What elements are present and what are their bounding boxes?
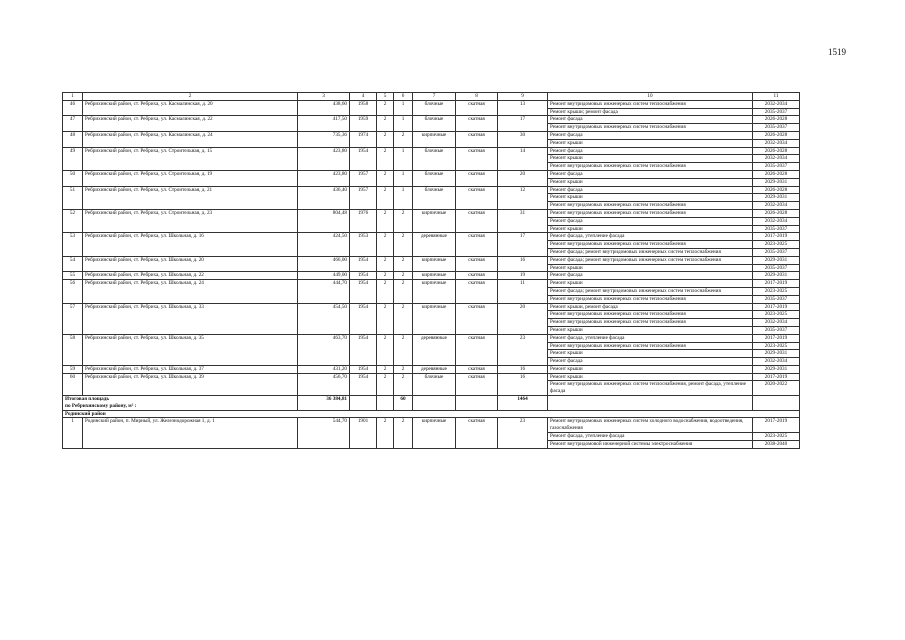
residents-cell: 23: [498, 418, 548, 448]
work-type-cell: Ремонт фасада; ремонт внутридомовых инженерных систем теплоснабжения: [548, 287, 753, 295]
work-type-cell: Ремонт фасада: [548, 116, 753, 124]
year-cell: 1958: [350, 100, 377, 116]
roof-type-cell: скатная: [456, 272, 498, 280]
residents-cell: 20: [498, 170, 548, 186]
residents-cell: 16: [498, 365, 548, 373]
address-cell: Ребрихинский район, ст. Ребриха, ул. Касмалинская, д. 24: [83, 131, 298, 147]
work-period-cell: 2035-2037: [753, 225, 800, 233]
entrances-cell: 1: [394, 186, 413, 209]
entrances-cell: 2: [394, 373, 413, 395]
roof-type-cell: скатная: [456, 147, 498, 170]
area-cell: 804,48: [298, 209, 350, 232]
floors-cell: 2: [377, 272, 394, 280]
address-cell: Ребрихинский район, ст. Ребриха, ул. Школьная, д. 37: [83, 365, 298, 373]
work-type-cell: Ремонт крыши: [548, 264, 753, 272]
work-period-cell: 2032-2034: [753, 358, 800, 366]
work-period-cell: 2032-2034: [753, 202, 800, 210]
residents-cell: 31: [498, 209, 548, 232]
entrances-cell: 1: [394, 100, 413, 116]
wall-material-cell: деревянные: [413, 365, 456, 373]
residents-cell: 23: [498, 334, 548, 365]
work-type-cell: Ремонт фасада: [548, 170, 753, 178]
year-cell: 1957: [350, 170, 377, 186]
residents-cell: 19: [498, 272, 548, 280]
work-type-cell: Ремонт крыши: [548, 225, 753, 233]
roof-type-cell: скатная: [456, 365, 498, 373]
header-cell: 7: [413, 93, 456, 101]
empty-cell: [456, 396, 498, 411]
address-cell: Ребрихинский район, ст. Ребриха, ул. Школьная, д. 22: [83, 272, 298, 280]
entrances-cell: 2: [394, 303, 413, 334]
work-period-cell: 2032-2034: [753, 319, 800, 327]
work-period-cell: 2029-2031: [753, 350, 800, 358]
table-row: [63, 280, 800, 288]
address-cell: Ребрихинский район, ст. Ребриха, ул. Школьная, д. 39: [83, 373, 298, 395]
work-type-cell: Ремонт крыши: [548, 194, 753, 202]
row-number: 1: [63, 418, 83, 448]
area-cell: 454,50: [298, 303, 350, 334]
work-period-cell: 2026-2028: [753, 186, 800, 194]
work-period-cell: 2026-2028: [753, 147, 800, 155]
entrances-cell: 1: [394, 116, 413, 132]
table-row: [63, 334, 800, 342]
wall-material-cell: кирпичные: [413, 209, 456, 232]
header-cell: 8: [456, 93, 498, 101]
work-period-cell: 2035-2037: [753, 326, 800, 334]
area-cell: 735,36: [298, 131, 350, 147]
header-cell: 1: [63, 93, 83, 101]
address-cell: Ребрихинский район, ст. Ребриха, ул. Школьная, д. 35: [83, 334, 298, 365]
work-period-cell: 2023-2025: [753, 287, 800, 295]
row-number: 60: [63, 373, 83, 395]
year-cell: 1953: [350, 233, 377, 256]
floors-cell: 2: [377, 209, 394, 232]
work-type-cell: Ремонт крыши: [548, 178, 753, 186]
row-number: 48: [63, 131, 83, 147]
work-period-cell: 2017-2019: [753, 233, 800, 241]
work-period-cell: 2020-2022: [753, 381, 800, 396]
table-row: [63, 186, 800, 194]
entrances-cell: 1: [394, 147, 413, 170]
row-number: 55: [63, 272, 83, 280]
work-type-cell: Ремонт фасада: [548, 217, 753, 225]
wall-material-cell: блочные: [413, 170, 456, 186]
roof-type-cell: скатная: [456, 209, 498, 232]
work-type-cell: Ремонт крыши; ремонт фасада: [548, 108, 753, 116]
roof-type-cell: скатная: [456, 233, 498, 256]
empty-cell: [548, 396, 753, 411]
address-cell: Ребрихинский район, ст. Ребриха, ул. Строительная, д. 15: [83, 147, 298, 170]
table-row: [63, 131, 800, 139]
floors-cell: 2: [377, 373, 394, 395]
header-cell: 5: [377, 93, 394, 101]
entrances-cell: 1: [394, 170, 413, 186]
table-row: [63, 272, 800, 280]
work-period-cell: 2035-2037: [753, 295, 800, 303]
floors-cell: 2: [377, 334, 394, 365]
work-period-cell: 2035-2037: [753, 163, 800, 171]
work-type-cell: Ремонт крыши: [548, 280, 753, 288]
row-number: 56: [63, 280, 83, 303]
table-row: [63, 147, 800, 155]
work-type-cell: Ремонт фасада: [548, 131, 753, 139]
section-title: Родинский район: [63, 410, 800, 418]
work-type-cell: Ремонт внутридомовых инженерных систем теплоснабжения: [548, 342, 753, 350]
work-type-cell: Ремонт внутридомовых инженерных систем теплоснабжения: [548, 311, 753, 319]
row-number: 59: [63, 365, 83, 373]
header-cell: 9: [498, 93, 548, 101]
work-type-cell: Ремонт внутридомовой инженерной системы электроснабжения: [548, 440, 753, 448]
header-cell: 6: [394, 93, 413, 101]
floors-cell: 2: [377, 280, 394, 303]
residents-cell: 13: [498, 100, 548, 116]
work-period-cell: 2017-2019: [753, 334, 800, 342]
work-period-cell: 2032-2034: [753, 155, 800, 163]
roof-type-cell: скатная: [456, 131, 498, 147]
entrances-cell: 2: [394, 365, 413, 373]
work-type-cell: Ремонт фасада, утепление фасада: [548, 433, 753, 441]
area-cell: 417,50: [298, 116, 350, 132]
area-cell: 431,20: [298, 365, 350, 373]
area-cell: 444,70: [298, 280, 350, 303]
work-period-cell: 2017-2019: [753, 418, 800, 433]
wall-material-cell: кирпичные: [413, 256, 456, 272]
roof-type-cell: скатная: [456, 303, 498, 334]
work-type-cell: Ремонт крыши: [548, 350, 753, 358]
work-period-cell: 2029-2031: [753, 256, 800, 264]
header-cell: 11: [753, 93, 800, 101]
residents-cell: 16: [498, 256, 548, 272]
row-number: 54: [63, 256, 83, 272]
work-period-cell: 2032-2034: [753, 217, 800, 225]
area-cell: 436,40: [298, 186, 350, 209]
floors-cell: 2: [377, 131, 394, 147]
work-type-cell: Ремонт крыши, ремонт фасада: [548, 303, 753, 311]
year-cell: 1954: [350, 303, 377, 334]
header-cell: 3: [298, 93, 350, 101]
work-type-cell: Ремонт внутридомовых инженерных систем холодного водоснабжения, водоотведения, газоснабжения: [548, 418, 753, 433]
work-type-cell: Ремонт крыши: [548, 365, 753, 373]
work-period-cell: 2023-2025: [753, 241, 800, 249]
work-period-cell: 2029-2031: [753, 365, 800, 373]
work-type-cell: Ремонт внутридомовых инженерных систем теплоснабжения: [548, 209, 753, 217]
row-number: 57: [63, 303, 83, 334]
residents-cell: 11: [498, 280, 548, 303]
work-period-cell: 2032-2034: [753, 139, 800, 147]
work-period-cell: 2026-2028: [753, 170, 800, 178]
entrances-cell: 2: [394, 272, 413, 280]
table-row: [63, 365, 800, 373]
work-type-cell: Ремонт внутридомовых инженерных систем теплоснабжения: [548, 100, 753, 108]
entrances-cell: 2: [394, 131, 413, 147]
work-period-cell: 2017-2019: [753, 303, 800, 311]
area-cell: 423,80: [298, 170, 350, 186]
row-number: 51: [63, 186, 83, 209]
work-period-cell: 2026-2028: [753, 116, 800, 124]
row-number: 52: [63, 209, 83, 232]
work-type-cell: Ремонт фасада; ремонт внутридомовых инженерных систем теплоснабжения: [548, 256, 753, 264]
residents-cell: 17: [498, 116, 548, 132]
row-number: 46: [63, 100, 83, 116]
empty-cell: [377, 396, 394, 411]
empty-cell: [753, 396, 800, 411]
work-period-cell: 2023-2025: [753, 311, 800, 319]
floors-cell: 2: [377, 116, 394, 132]
total-entrances: 60: [394, 396, 413, 411]
work-period-cell: 2023-2025: [753, 433, 800, 441]
work-type-cell: Ремонт фасада, утепление фасада: [548, 334, 753, 342]
work-period-cell: 2029-2031: [753, 194, 800, 202]
empty-cell: [413, 396, 456, 411]
floors-cell: 2: [377, 100, 394, 116]
year-cell: 1901: [350, 418, 377, 448]
address-cell: Ребрихинский район, ст. Ребриха, ул. Строительная, д. 19: [83, 170, 298, 186]
year-cell: 1954: [350, 334, 377, 365]
work-type-cell: Ремонт внутридомовых инженерных систем теплоснабжения: [548, 295, 753, 303]
residents-cell: 30: [498, 131, 548, 147]
work-type-cell: Ремонт фасада: [548, 147, 753, 155]
row-number: 50: [63, 170, 83, 186]
year-cell: 1954: [350, 365, 377, 373]
work-type-cell: Ремонт крыши: [548, 373, 753, 381]
year-cell: 1959: [350, 116, 377, 132]
work-type-cell: Ремонт внутридомовых инженерных систем теплоснабжения: [548, 319, 753, 327]
entrances-cell: 2: [394, 280, 413, 303]
table-row: [63, 373, 800, 381]
area-cell: 423,80: [298, 147, 350, 170]
address-cell: Ребрихинский район, ст. Ребриха, ул. Касмалинская, д. 20: [83, 100, 298, 116]
work-type-cell: Ремонт внутридомовых инженерных систем теплоснабжения: [548, 124, 753, 132]
total-residents: 1464: [498, 396, 548, 411]
residents-cell: 14: [498, 147, 548, 170]
roof-type-cell: скатная: [456, 116, 498, 132]
wall-material-cell: блочные: [413, 100, 456, 116]
row-number: 58: [63, 334, 83, 365]
floors-cell: 2: [377, 147, 394, 170]
floors-cell: 2: [377, 303, 394, 334]
address-cell: Ребрихинский район, ст. Ребриха, ул. Касмалинская, д. 22: [83, 116, 298, 132]
roof-type-cell: скатная: [456, 280, 498, 303]
work-period-cell: 2035-2037: [753, 124, 800, 132]
area-cell: 466,00: [298, 256, 350, 272]
registry-table: [62, 92, 800, 449]
work-period-cell: 2029-2031: [753, 178, 800, 186]
section-row: [63, 410, 800, 418]
work-type-cell: Ремонт крыши: [548, 155, 753, 163]
wall-material-cell: блочные: [413, 116, 456, 132]
floors-cell: 2: [377, 233, 394, 256]
work-period-cell: 2017-2019: [753, 280, 800, 288]
wall-material-cell: блочные: [413, 373, 456, 395]
work-type-cell: Ремонт крыши: [548, 139, 753, 147]
roof-type-cell: скатная: [456, 170, 498, 186]
work-type-cell: Ремонт крыши: [548, 326, 753, 334]
work-type-cell: Ремонт фасада, утепление фасада: [548, 233, 753, 241]
year-cell: 1954: [350, 373, 377, 395]
wall-material-cell: деревянные: [413, 233, 456, 256]
area-cell: 456,70: [298, 373, 350, 395]
area-cell: 424,50: [298, 233, 350, 256]
work-type-cell: Ремонт внутридомовых инженерных систем теплоснабжения: [548, 163, 753, 171]
area-cell: 438,60: [298, 100, 350, 116]
year-cell: 1954: [350, 256, 377, 272]
floors-cell: 2: [377, 186, 394, 209]
address-cell: Ребрихинский район, ст. Ребриха, ул. Школьная, д. 33: [83, 303, 298, 334]
work-type-cell: Ремонт фасада: [548, 186, 753, 194]
residents-cell: 20: [498, 303, 548, 334]
table-row: [63, 170, 800, 178]
address-cell: Ребрихинский район, ст. Ребриха, ул. Школьная, д. 20: [83, 256, 298, 272]
empty-cell: [350, 396, 377, 411]
floors-cell: 2: [377, 418, 394, 448]
entrances-cell: 2: [394, 233, 413, 256]
work-type-cell: Ремонт фасада: [548, 272, 753, 280]
wall-material-cell: деревянные: [413, 334, 456, 365]
address-cell: Ребрихинский район, ст. Ребриха, ул. Школьная, д. 24: [83, 280, 298, 303]
total-label-line2: по Ребрихинскому району, м² :: [65, 402, 137, 409]
address-cell: Ребрихинский район, ст. Ребриха, ул. Строительная, д. 21: [83, 186, 298, 209]
work-period-cell: 2038-2040: [753, 440, 800, 448]
year-cell: 1954: [350, 280, 377, 303]
wall-material-cell: кирпичные: [413, 418, 456, 448]
row-number: 47: [63, 116, 83, 132]
work-type-cell: Ремонт фасада: [548, 358, 753, 366]
roof-type-cell: скатная: [456, 186, 498, 209]
table-row: [63, 256, 800, 264]
address-cell: Ребрихинский район, ст. Ребриха, ул. Школьная, д. 16: [83, 233, 298, 256]
year-cell: 1954: [350, 147, 377, 170]
work-period-cell: 2026-2028: [753, 131, 800, 139]
work-period-cell: 2035-2037: [753, 108, 800, 116]
roof-type-cell: скатная: [456, 418, 498, 448]
area-cell: 463,70: [298, 334, 350, 365]
total-row: [63, 396, 800, 411]
entrances-cell: 2: [394, 418, 413, 448]
residents-cell: 16: [498, 373, 548, 395]
residents-cell: 17: [498, 233, 548, 256]
year-cell: 1957: [350, 186, 377, 209]
table-body: [63, 93, 800, 449]
page-number: 1519: [828, 47, 846, 57]
work-type-cell: Ремонт фасада; ремонт внутридомовых инженерных систем теплоснабжения: [548, 248, 753, 256]
wall-material-cell: кирпичные: [413, 303, 456, 334]
year-cell: 1976: [350, 209, 377, 232]
work-period-cell: 2035-2037: [753, 264, 800, 272]
year-cell: 1954: [350, 272, 377, 280]
work-period-cell: 2026-2028: [753, 209, 800, 217]
residents-cell: 12: [498, 186, 548, 209]
header-row: [63, 93, 800, 101]
row-number: 53: [63, 233, 83, 256]
table-row: [63, 233, 800, 241]
table-row: [63, 303, 800, 311]
roof-type-cell: скатная: [456, 100, 498, 116]
area-cell: 449,00: [298, 272, 350, 280]
total-area: 36 384,81: [298, 396, 350, 411]
address-cell: Родинский район, п. Мирный, ул. Железнодорожная 1, д. 1: [83, 418, 298, 448]
roof-type-cell: скатная: [456, 256, 498, 272]
entrances-cell: 2: [394, 209, 413, 232]
roof-type-cell: скатная: [456, 373, 498, 395]
header-cell: 2: [83, 93, 298, 101]
year-cell: 1974: [350, 131, 377, 147]
table-row: [63, 100, 800, 108]
table-row: [63, 209, 800, 217]
total-label-line1: Итоговая площадь: [65, 396, 110, 403]
work-period-cell: 2029-2031: [753, 272, 800, 280]
wall-material-cell: кирпичные: [413, 131, 456, 147]
table-row: [63, 116, 800, 124]
work-period-cell: 2023-2025: [753, 342, 800, 350]
address-cell: Ребрихинский район, ст. Ребриха, ул. Строительная, д. 23: [83, 209, 298, 232]
header-cell: 10: [548, 93, 753, 101]
wall-material-cell: кирпичные: [413, 272, 456, 280]
total-label: [63, 396, 298, 411]
work-period-cell: 2017-2019: [753, 373, 800, 381]
wall-material-cell: кирпичные: [413, 280, 456, 303]
header-cell: 4: [350, 93, 377, 101]
floors-cell: 2: [377, 365, 394, 373]
work-type-cell: Ремонт внутридомовых инженерных систем теплоснабжения, ремонт фасада, утепление фасада: [548, 381, 753, 396]
work-type-cell: Ремонт внутридомовых инженерных систем теплоснабжения: [548, 202, 753, 210]
area-cell: 544,70: [298, 418, 350, 448]
wall-material-cell: блочные: [413, 186, 456, 209]
work-period-cell: 2032-2034: [753, 100, 800, 108]
wall-material-cell: блочные: [413, 147, 456, 170]
table-row: [63, 418, 800, 433]
floors-cell: 2: [377, 256, 394, 272]
work-period-cell: 2035-2037: [753, 248, 800, 256]
work-type-cell: Ремонт внутридомовых инженерных систем теплоснабжения: [548, 241, 753, 249]
entrances-cell: 2: [394, 334, 413, 365]
entrances-cell: 2: [394, 256, 413, 272]
roof-type-cell: скатная: [456, 334, 498, 365]
row-number: 49: [63, 147, 83, 170]
floors-cell: 2: [377, 170, 394, 186]
